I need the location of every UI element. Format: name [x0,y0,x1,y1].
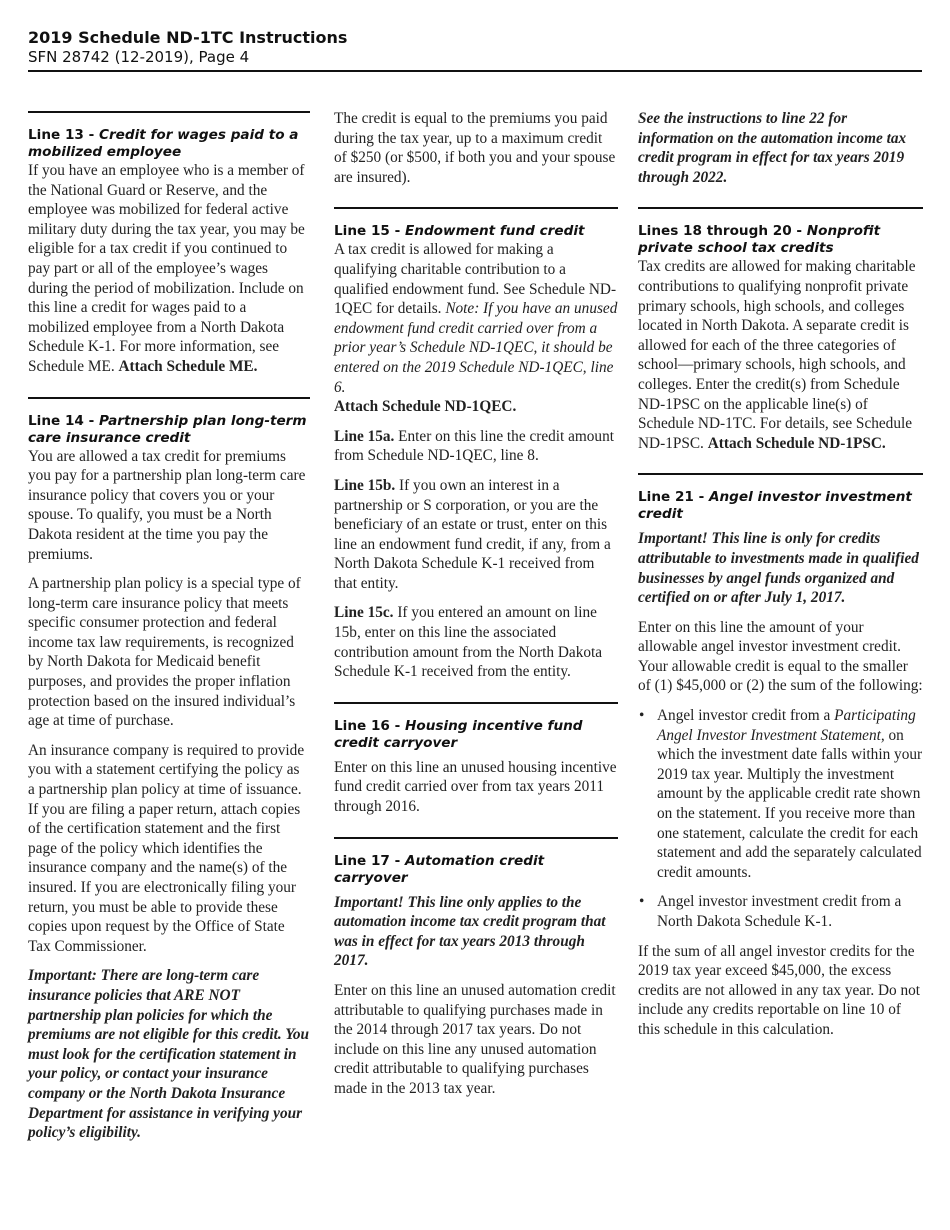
line-17-body: Enter on this line an unused automation credit attributable to qualifying purchases made in the 2014 through 2017 tax years. Do not include on this line any unused automation credit attributable to qualifying purchases made in the 2013 tax year. [334,982,616,1097]
line-15c: Line 15c. If you entered an amount on line 15b, enter on this line the associated contribution amount from the North Dakota Schedule K-1 received from the entity. [334,604,603,681]
line-14-heading: Line 14 - Partnership plan long-term care insurance credit [28,412,307,446]
line-21-important-note: Important! This line is only for credits attributable to investments made in qualified businesses by angel funds organized and certified on or after July 1, 2017. [638,530,919,607]
lines-18-20-body: Tax credits are allowed for making charitable contributions to qualifying nonprofit private primary schools, high schools, and colleges located in North Dakota. A separate credit is allowed for each of the three categories of school—primary schools, high schools, and colleges. Enter the credit(s) from Schedule ND-1PSC on the applicable line(s) of Schedule ND-1TC. For details, see Schedule ND-1PSC. Attach Schedule ND-1PSC. [638,258,916,452]
line-14-paragraph-3: An insurance company is required to provide you with a statement certifying the policy as a partnership plan policy at time of issuance. If you are filing a paper return, attach copies of the certification statement and the first page of the policy which identifies the insurance company and the name(s) of the insured. If you are electronically filing your return, you must be able to provide these copies upon request by the Office of State Tax Commissioner. [28,741,305,955]
section-divider [334,702,618,704]
line-17-heading: Line 17 - Automation credit carryover [334,852,545,886]
line-17-important-note: Important! This line only applies to the automation income tax credit program that was in effect for tax years 2013 through 2017. [334,893,606,970]
page-header [28,28,922,67]
section-divider [28,111,310,113]
line-21-paragraph-1: Enter on this line the amount of your allowable angel investor investment credit. Your allowable credit is equal to the smaller of (1) $45,000 or (2) the sum of the following: [638,618,923,695]
section-divider [334,837,618,839]
column-2 [334,109,618,1099]
column-3 [638,109,923,1040]
section-divider [334,207,618,209]
column-1 [28,111,310,1143]
line-21-heading: Line 21 - Angel investor investment credit [638,489,912,523]
section-divider [28,397,310,399]
line-13-body: If you have an employee who is a member of the National Guard or Reserve, and the employee was mobilized for federal active military duty during the tax year, you may be eligible for a tax credit if you continued to pay part or all of the employee’s wages during the period of mobilization. Include on this line a credit for wages paid to a mobilized employee from a North Dakota Schedule K-1. For more information, see Schedule ME. Attach Schedule ME. [28,162,305,375]
line-15a: Line 15a. Enter on this line the credit amount from Schedule ND-1QEC, line 8. [334,427,614,465]
line-21-bullet-list [638,706,923,932]
line-14-important-note: Important: There are long-term care insurance policies that ARE NOT partnership plan policies for which the premiums are not eligible for this credit. You must look for the certification statement in your policy, or contact your insurance company or the North Dakota Insurance Department for assistance in verifying your policy’s eligibility. [28,967,310,1142]
list-item: • Angel investor credit from a Participating Angel Investor Investment Statement, on which the investment date falls within your 2019 tax year. Multiply the investment amount by the applicable credit rate shown on the statement. If you receive more than one statement, calculate the credit for each statement and add the separately calculated credit amounts. [638,706,923,882]
line-15-heading: Line 15 - Endowment fund credit [334,223,585,240]
line-14-paragraph-1: You are allowed a tax credit for premiums you pay for a partnership plan long-term care insurance policy that covers you or your spouse. To qualify, you must be a North Dakota resident at the time you pay the premiums. [28,447,306,563]
line-16-body: Enter on this line an unused housing incentive fund credit carried over from tax years 2011 through 2016. [334,758,617,816]
line-15-body: A tax credit is allowed for making a qualifying charitable contribution to a qualified endowment fund. See Schedule ND-1QEC for details. Note: If you have an unused endowment fund credit carried over from a prior year’s Schedule ND-1QEC, it should be entered on the 2019 Schedule ND-1QEC, line 6. Attach Schedule ND-1QEC. [334,241,618,416]
list-item: • Angel investor investment credit from a North Dakota Schedule K-1. [638,892,923,931]
line-15b: Line 15b. If you own an interest in a partnership or S corporation, or you are the beneficiary of an estate or trust, enter on this line an endowment fund credit, if any, from a North Dakota Schedule K-1 received from that entity. [334,476,611,592]
line-14-paragraph-4: The credit is equal to the premiums you paid during the tax year, up to a maximum credit of $250 (or $500, if both you and your spouse are insured). [334,110,616,186]
header-divider [28,70,922,72]
page-title: 2019 Schedule ND-1TC Instructions [28,28,348,47]
section-divider [638,473,923,475]
line-14-paragraph-2: A partnership plan policy is a special type of long-term care insurance policy that meets specific consumer protection and federal income tax law requirements, is recognized by North Dakota for Medicaid benefit purposes, and provides the proper inflation protection based on the insured individual’s age at time of purchase. [28,575,301,730]
line-13-heading: Line 13 - Credit for wages paid to a mobilized employee [28,127,299,160]
section-divider [638,207,923,209]
form-number-page: SFN 28742 (12-2019), Page 4 [28,48,250,66]
line-21-paragraph-2: If the sum of all angel investor credits for the 2019 tax year exceed $45,000, the excess credits are not allowed in any tax year. Do not include any credits reportable on line 10 of this schedule in this calculation. [638,942,921,1038]
line-17-see-line-22: See the instructions to line 22 for information on the automation income tax credit program in effect for tax years 2019 through 2022. [638,110,907,186]
line-16-heading: Line 16 - Housing incentive fund credit carryover [334,717,583,751]
lines-18-20-heading: Lines 18 through 20 - Nonprofit private school tax credits [638,223,881,257]
